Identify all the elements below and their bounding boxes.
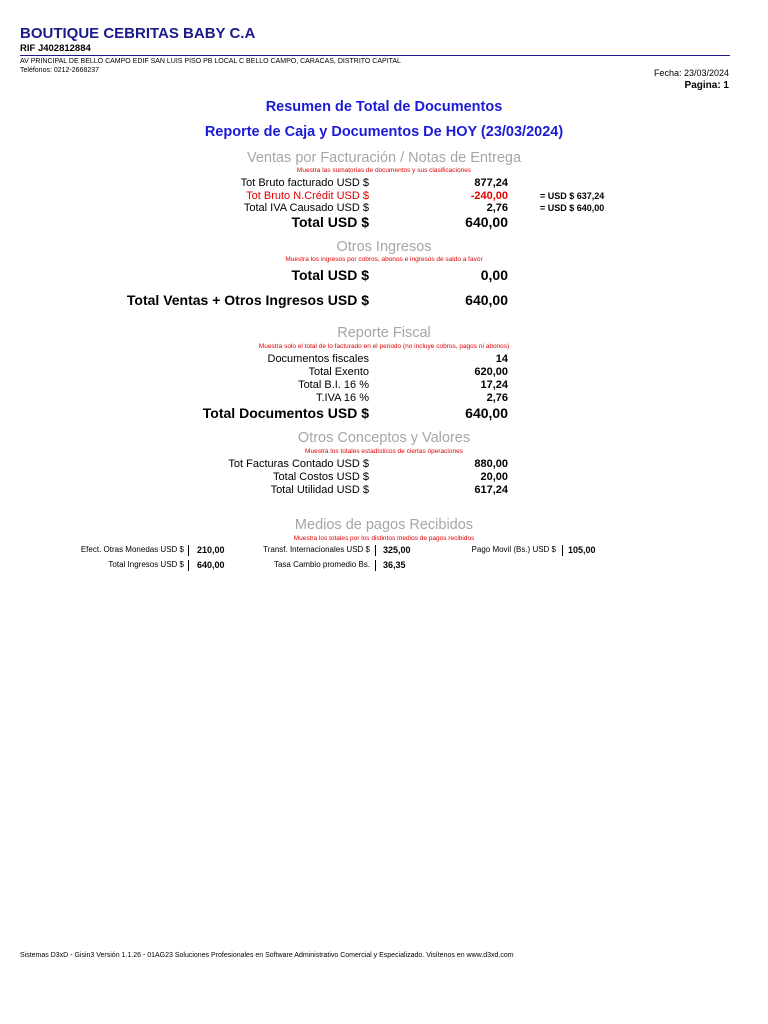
total-utilidad-value: 617,24 (474, 484, 508, 496)
footer-text: Sistemas D3xD - Gisin3 Versión 1.1.26 - 01AG23 Soluciones Profesionales en Software Administrativo Comercial y Especializado. Visítenos en www.d3xd.com (20, 952, 514, 959)
section-note-conceptos: Muestra los totales estadísticos de ciertas operaciones (305, 448, 463, 455)
total-bi-label: Total B.I. 16 % (298, 379, 369, 391)
docs-fiscales-value: 14 (495, 353, 508, 365)
section-note-pagos: Muestra los totales por los distintos medios de pagos recibidos (293, 535, 475, 542)
section-title-ventas: Ventas por Facturación / Notas de Entrega (246, 150, 522, 166)
ventas-equals-2: = USD $ 640,00 (540, 203, 605, 213)
pago-movil-label: Pago Movil (Bs.) USD $ (471, 545, 556, 554)
efect-otras-monedas-value: 210,00 (197, 545, 225, 555)
pago-separator (562, 545, 563, 556)
ventas-equals-1: = USD $ 637,24 (540, 191, 605, 201)
iva-causado-label: Total IVA Causado USD $ (243, 202, 369, 214)
report-title: Resumen de Total de Documentos (265, 99, 503, 115)
total-utilidad-label: Total Utilidad USD $ (270, 484, 369, 496)
facturas-contado-value: 880,00 (474, 458, 508, 470)
section-title-pagos: Medios de pagos Recibidos (294, 517, 474, 533)
otros-total-label: Total USD $ (291, 267, 369, 283)
fiscal-total-label: Total Documentos USD $ (202, 405, 369, 421)
section-note-ventas: Muestra las sumatorias de documentos y sus clasificaciones (296, 167, 472, 174)
fiscal-total-value: 640,00 (465, 405, 508, 421)
t-iva-value: 2,76 (486, 392, 508, 404)
total-exento-value: 620,00 (474, 366, 508, 378)
transf-internacionales-value: 325,00 (383, 545, 411, 555)
section-note-fiscal: Muestra solo el total de lo facturado en el periodo (no incluye cobros, pagos ni abonos) (258, 343, 510, 350)
bruto-ncredit-label: Tot Bruto N.Crédit USD $ (246, 190, 369, 202)
efect-otras-monedas-label: Efect. Otras Monedas USD $ (80, 545, 184, 554)
transf-internacionales-label: Transf. Internacionales USD $ (263, 545, 370, 554)
report-subtitle: Reporte de Caja y Documentos De HOY (23/03/2024) (204, 124, 564, 140)
docs-fiscales-label: Documentos fiscales (267, 353, 369, 365)
pago-separator (188, 545, 189, 556)
iva-causado-value: 2,76 (486, 202, 508, 214)
header-divider (20, 55, 730, 56)
total-ingresos-value: 640,00 (197, 560, 225, 570)
company-address: AV PRINCIPAL DE BELLO CAMPO EDIF SAN LUIS PISO PB LOCAL C BELLO CAMPO, CARACAS, DISTRITO CAPITAL (20, 58, 401, 65)
tasa-cambio-value: 36,35 (383, 560, 406, 570)
section-note-otros-ingresos: Muestra los ingresos por cobros, abonos e ingresos de saldo a favor (285, 256, 483, 263)
t-iva-label: T.IVA 16 % (316, 392, 369, 404)
otros-total-value: 0,00 (480, 267, 508, 283)
pago-separator (375, 560, 376, 571)
grand-total-value: 640,00 (465, 292, 508, 308)
facturas-contado-label: Tot Facturas Contado USD $ (228, 458, 369, 470)
page-number: Pagina: 1 (684, 80, 729, 91)
section-title-fiscal: Reporte Fiscal (337, 325, 431, 341)
company-rif: RIF J402812884 (20, 43, 91, 54)
total-ingresos-label: Total Ingresos USD $ (108, 560, 184, 569)
total-costos-value: 20,00 (480, 471, 508, 483)
pago-separator (375, 545, 376, 556)
total-costos-label: Total Costos USD $ (273, 471, 369, 483)
company-name: BOUTIQUE CEBRITAS BABY C.A (20, 25, 256, 42)
total-bi-value: 17,24 (480, 379, 508, 391)
section-title-otros-ingresos: Otros Ingresos (336, 239, 432, 255)
bruto-ncredit-value: -240,00 (470, 190, 508, 202)
company-phone: Teléfonos: 0212-2668237 (20, 67, 100, 74)
bruto-facturado-label: Tot Bruto facturado USD $ (240, 177, 369, 189)
pago-movil-value: 105,00 (568, 545, 596, 555)
ventas-total-value: 640,00 (465, 214, 508, 230)
bruto-facturado-value: 877,24 (474, 177, 508, 189)
pago-separator (188, 560, 189, 571)
grand-total-label: Total Ventas + Otros Ingresos USD $ (126, 292, 369, 308)
report-date: Fecha: 23/03/2024 (653, 68, 729, 78)
total-exento-label: Total Exento (308, 366, 369, 378)
section-title-conceptos: Otros Conceptos y Valores (297, 430, 471, 446)
ventas-total-label: Total USD $ (291, 214, 369, 230)
tasa-cambio-label: Tasa Cambio promedio Bs. (273, 560, 370, 569)
